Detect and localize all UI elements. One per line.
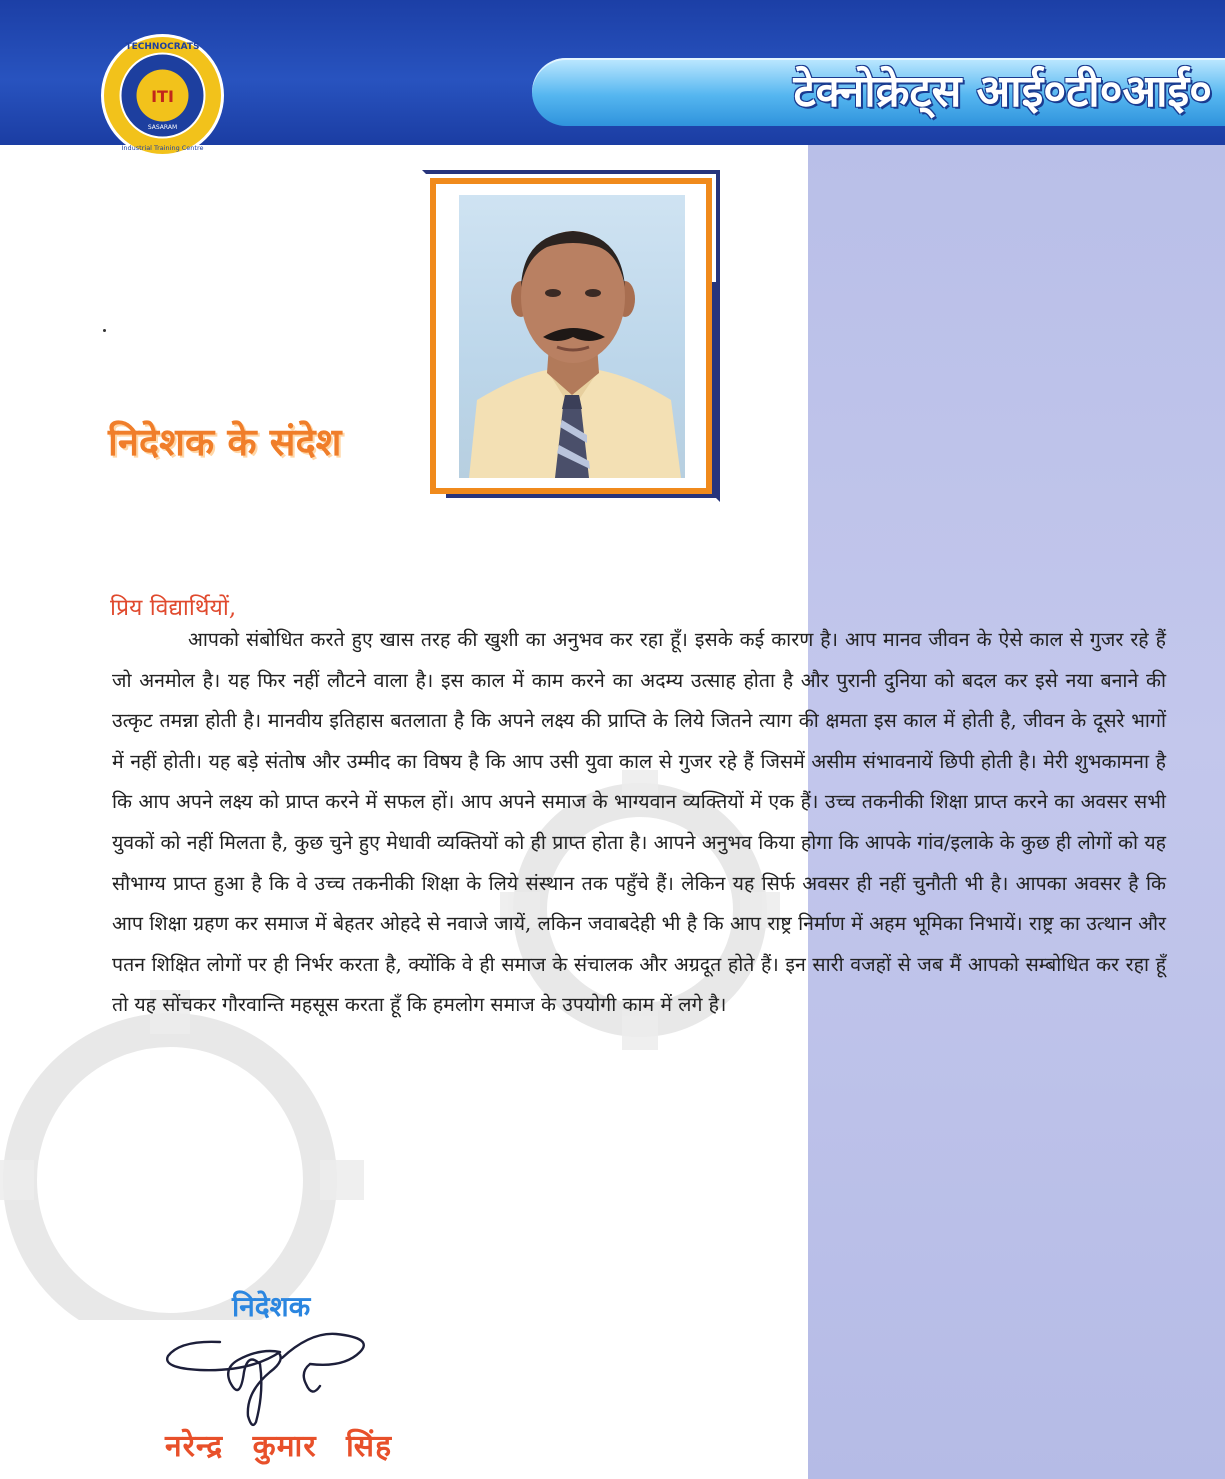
logo-top-text: TECHNOCRATS (125, 42, 200, 52)
iti-logo-icon (100, 33, 225, 158)
title-pill (532, 58, 1225, 126)
header-banner (0, 0, 1225, 152)
institute-title: टेक्नोक्रेट्स आई०टी०आई० (793, 66, 1212, 117)
salutation: प्रिय विद्यार्थियों, (110, 595, 237, 621)
logo-bottom-text: Industrial Training Centre (121, 144, 204, 152)
portrait-illustration (459, 195, 685, 478)
director-photo (459, 195, 685, 478)
speck (103, 329, 106, 332)
signer-title: निदेशक (232, 1290, 311, 1323)
letter-body: आपको संबोधित करते हुए खास तरह की खुशी का अनुभव कर रहा हूँ। इसके कई कारण है। आप मानव जीवन के ऐसे काल से गुजर रहे हैं जो अनमोल है। यह फिर नहीं लौटने वाला है। इस काल में काम करने का अदम्य उत्साह होता है और पुरानी दुनिया को बदल कर इसे नया बनाने की उत्कृट तमन्ना होती है। मानवीय इतिहास बतलाता है कि अपने लक्ष्य की प्राप्ति के लिये जितने त्याग की क्षमता इस काल में होती है, जीवन के दूसरे भागों में नहीं होती। यह बड़े संतोष और उम्मीद का विषय है कि आप उसी युवा काल से गुजर रहे हैं जिसमें असीम संभावनायें छिपी होती है। मेरी शुभकामना है कि आप अपने लक्ष्य को प्राप्त करने में सफल हों। आप अपने समाज के भाग्यवान व्यक्तियों में एक हैं। उच्च तकनीकी शिक्षा प्राप्त करने का अवसर सभी युवकों को नहीं मिलता है, कुछ चुने हुए मेधावी व्यक्तियों को ही प्राप्त होता है। आपने अनुभव किया होगा कि आपके गांव/इलाके के कुछ ही लोगों को यह सौभाग्य प्राप्त हुआ है कि वे उच्च तकनीकी शिक्षा के लिये संस्थान तक पहुँचे हैं। लेकिन यह सिर्फ अवसर ही नहीं चुनौती भी है। आपका अवसर है कि आप शिक्षा ग्रहण कर समाज में बेहतर ओहदे से नवाजे जायें, लकिन जवाबदेही भी है कि आप राष्ट्र निर्माण में अहम भूमिका निभायें। राष्ट्र का उत्थान और पतन शिक्षित लोगों पर ही निर्भर करता है, क्योंकि वे ही समाज के संचालक और अग्रदूत होते हैं। इन सारी वजहों से जब मैं आपको सम्बोधित कर रहा हूँ तो यह सोंचकर गौरवान्ति महसूस करता हूँ कि हमलोग समाज के उपयोगी काम में लगे है। (112, 628, 1166, 1017)
signature-icon (160, 1312, 380, 1432)
logo-center-text: ITI (151, 87, 174, 106)
logo-place-text: SASARAM (147, 124, 178, 131)
section-heading: निदेशक के संदेश (108, 420, 342, 464)
signer-name: नरेन्द्र कुमार सिंह (165, 1429, 393, 1464)
